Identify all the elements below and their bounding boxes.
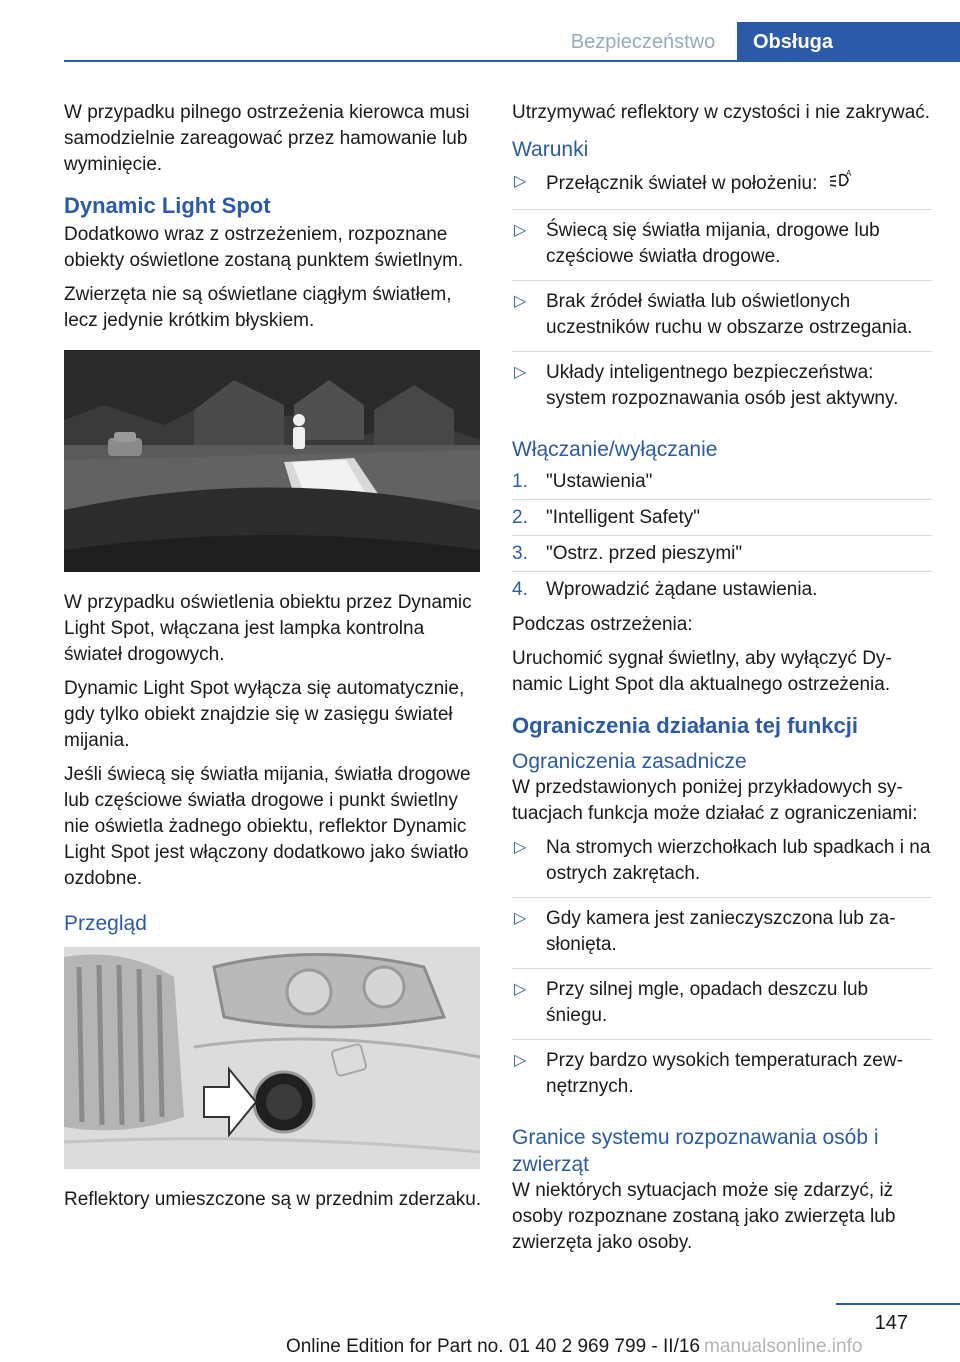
heading-przeglad: Przegląd [64,912,147,935]
list-item [512,289,932,352]
step-number: 4. [512,579,528,600]
paragraph: Dodatkowo wraz z ostrzeżeniem, rozpoznane obiekty oświetlone zostaną punktem świetlnym. [64,224,464,271]
paragraph: Jeśli świecą się światła mijania, światła drogowe lub częściowe światła drogowe i punkt świetlny nie oświetla żadnego obiektu, reflektor Dynamic Light Spot jest włączony dodatkowo jako światło ozdobne. [64,764,471,889]
heading-dynamic-light-spot: Dynamic Light Spot [64,193,271,218]
list-item [512,169,932,210]
conditions-list [512,169,932,422]
paragraph: Utrzymywać reflektory w czystości i nie zakrywać. [512,102,931,123]
step-number: 2. [512,507,528,528]
paragraph: Reflektory umieszczone są w przednim zderzaku. [64,1189,482,1210]
paragraph: W przypadku pilnego ostrzeżenia kierowca musi samodzielnie zareagować przez hamowanie lub wyminięcie. [64,102,470,175]
paragraph: W niektórych sytuacjach może się zdarzyć, iż osoby rozpoznane zostaną jako zwierzęta lub zwierzęta jako osoby. [512,1180,896,1253]
paragraph: W przypadku oświetlenia obiektu przez Dynamic Light Spot, włączana jest lampka kontrolna świateł drogowych. [64,592,472,665]
paragraph: W przedstawionych poniżej przykładowych sytuacjach funkcja może działać z ograniczeniami: [512,777,918,824]
heading-ograniczenia: Ograniczenia działania tej funkcji [512,713,858,738]
night-road-illustration [64,350,480,572]
list-item [512,577,932,607]
list-item-text: Brak źródeł światła lub oświetlonych uczestników ruchu w obszarze ostrzegania. [546,291,913,338]
heading-wlaczanie: Włączanie/wyłączanie [512,438,718,461]
triangle-right-icon: ▷ [514,222,527,239]
svg-text:A: A [845,169,852,178]
list-item [512,1048,932,1110]
triangle-right-icon: ▷ [514,173,527,190]
step-text: Wprowadzić żądane ustawienia. [546,579,818,600]
page-number: 147 [874,1312,908,1334]
triangle-right-icon: ▷ [514,364,527,381]
list-item-text: Gdy kamera jest zanieczyszczona lub zasłonięta. [546,908,896,955]
bumper-headlight-illustration [64,947,480,1169]
triangle-right-icon: ▷ [514,981,527,998]
list-item-text: Świecą się światła mijania, drogowe lub częściowe światła drogowe. [546,220,880,267]
left-column [64,100,482,1221]
paragraph: Zwierzęta nie są oświetlane ciągłym światłem, lecz jedynie krótkim błyskiem. [64,284,452,331]
triangle-right-icon: ▷ [514,1052,527,1069]
heading-granice: Granice systemu rozpoznawania osób i zwierząt [512,1126,879,1176]
list-item [512,505,932,536]
list-item-text: Na stromych wierzchołkach lub spadkach i na ostrych zakrętach. [546,837,931,884]
page-header [0,0,960,62]
list-item [512,360,932,422]
list-item-text: Przy bardzo wysokich temperaturach zewnętrznych. [546,1050,903,1097]
triangle-right-icon: ▷ [514,293,527,310]
limits-list [512,835,932,1110]
light-switch-auto-icon [829,169,855,199]
tab-bezpieczenstwo[interactable]: Bezpieczeństwo [570,31,716,53]
heading-warunki: Warunki [512,138,589,161]
triangle-right-icon: ▷ [514,910,527,927]
step-text: "Ostrz. przed pieszymi" [546,543,743,564]
list-item [512,218,932,281]
watermark: manualsonline.info [704,1336,863,1357]
paragraph: Uruchomić sygnał świetlny, aby wyłączyć Dynamic Light Spot dla aktualnego ostrzeżenia. [512,648,892,695]
list-item [512,835,932,898]
right-column [512,100,932,1264]
header-rule [64,60,960,62]
paragraph: Dynamic Light Spot wyłącza się automatycznie, gdy tylko obiekt znajdzie się w zasięgu świateł mijania. [64,678,465,751]
list-item-text: Przy silnej mgle, opadach deszczu lub śniegu. [546,979,869,1026]
heading-ograniczenia-zasadnicze: Ograniczenia zasadnicze [512,750,747,773]
list-item [512,906,932,969]
list-item-text: Układy inteligentnego bezpieczeństwa: system rozpoznawania osób jest aktywny. [546,362,899,409]
step-number: 1. [512,471,528,492]
edition-note: Online Edition for Part no. 01 40 2 969 799 - II/16 [285,1336,700,1357]
steps-list [512,469,932,607]
list-item [512,541,932,572]
step-text: "Ustawienia" [546,471,653,492]
list-item [512,469,932,500]
triangle-right-icon: ▷ [514,839,527,856]
footer-rule [836,1303,960,1305]
step-number: 3. [512,543,528,564]
tab-obsluga[interactable]: Obsługa [737,22,960,62]
step-text: "Intelligent Safety" [546,507,700,528]
list-item-text: Przełącznik świateł w położeniu: [546,173,818,195]
list-item [512,977,932,1040]
paragraph: Podczas ostrzeżenia: [512,614,693,635]
